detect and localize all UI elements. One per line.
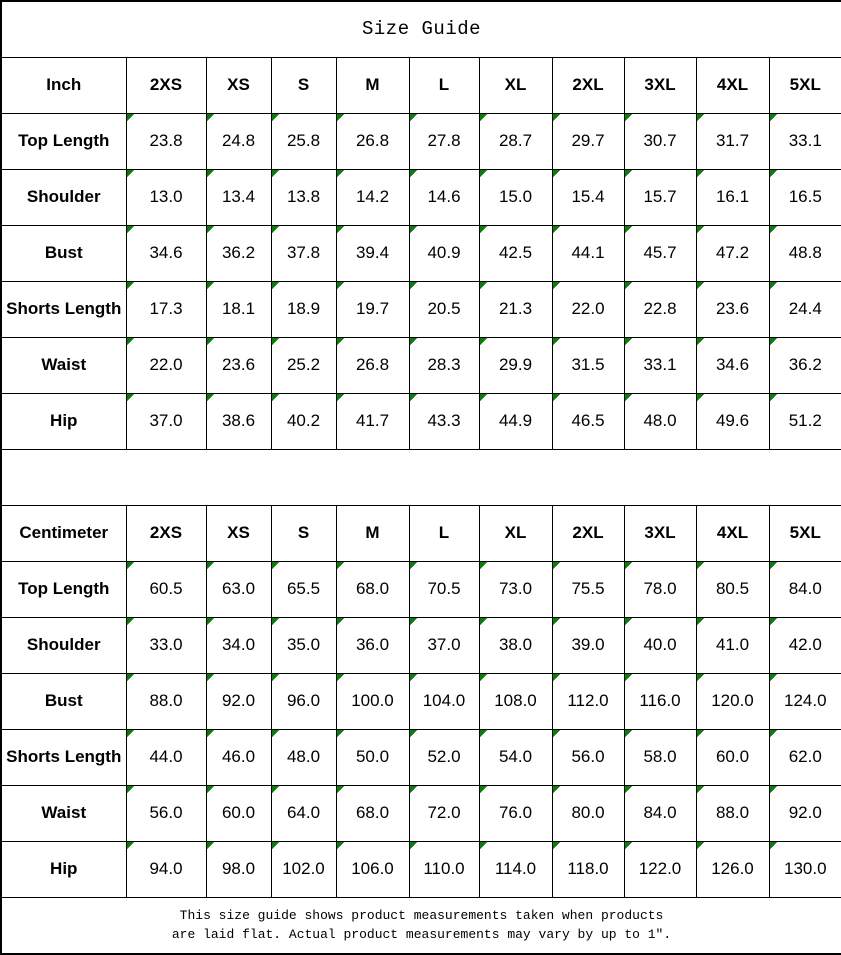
measurement-value: 52.0 <box>409 729 479 785</box>
measurement-value: 68.0 <box>336 785 409 841</box>
measurement-value: 37.8 <box>271 225 336 281</box>
measurement-value: 36.2 <box>769 337 841 393</box>
measurement-value: 75.5 <box>552 561 624 617</box>
measurement-value: 50.0 <box>336 729 409 785</box>
measurement-value: 70.5 <box>409 561 479 617</box>
measurement-value: 44.1 <box>552 225 624 281</box>
measurement-label: Top Length <box>1 561 126 617</box>
measurement-value: 46.5 <box>552 393 624 449</box>
measurement-row <box>1 617 841 673</box>
measurement-value: 64.0 <box>271 785 336 841</box>
measurement-value: 33.1 <box>624 337 696 393</box>
size-guide-table-body <box>1 1 841 954</box>
measurement-label: Shoulder <box>1 169 126 225</box>
measurement-label: Hip <box>1 393 126 449</box>
measurement-value: 25.8 <box>271 113 336 169</box>
measurement-value: 14.2 <box>336 169 409 225</box>
measurement-value: 56.0 <box>552 729 624 785</box>
measurement-value: 41.0 <box>696 617 769 673</box>
measurement-value: 22.0 <box>126 337 206 393</box>
measurement-value: 19.7 <box>336 281 409 337</box>
measurement-value: 40.0 <box>624 617 696 673</box>
size-column-header: 3XL <box>624 57 696 113</box>
measurement-value: 22.8 <box>624 281 696 337</box>
measurement-value: 80.0 <box>552 785 624 841</box>
measurement-value: 23.6 <box>206 337 271 393</box>
size-column-header: XL <box>479 505 552 561</box>
measurement-value: 44.0 <box>126 729 206 785</box>
measurement-row <box>1 673 841 729</box>
measurement-value: 54.0 <box>479 729 552 785</box>
measurement-value: 44.9 <box>479 393 552 449</box>
measurement-row <box>1 841 841 897</box>
measurement-value: 34.6 <box>696 337 769 393</box>
size-guide-title: Size Guide <box>1 1 841 57</box>
measurement-value: 92.0 <box>206 673 271 729</box>
measurement-value: 63.0 <box>206 561 271 617</box>
measurement-value: 36.0 <box>336 617 409 673</box>
spacer-cell <box>1 449 841 505</box>
size-column-header: 2XL <box>552 57 624 113</box>
measurement-value: 40.2 <box>271 393 336 449</box>
measurement-value: 31.5 <box>552 337 624 393</box>
measurement-value: 45.7 <box>624 225 696 281</box>
size-column-header: 4XL <box>696 57 769 113</box>
measurement-value: 65.5 <box>271 561 336 617</box>
measurement-value: 13.8 <box>271 169 336 225</box>
measurement-value: 20.5 <box>409 281 479 337</box>
measurement-value: 18.9 <box>271 281 336 337</box>
size-column-header: XS <box>206 505 271 561</box>
measurement-value: 88.0 <box>126 673 206 729</box>
measurement-value: 51.2 <box>769 393 841 449</box>
measurement-value: 21.3 <box>479 281 552 337</box>
measurement-row <box>1 729 841 785</box>
measurement-label: Waist <box>1 337 126 393</box>
measurement-value: 49.6 <box>696 393 769 449</box>
measurement-value: 116.0 <box>624 673 696 729</box>
measurement-value: 24.4 <box>769 281 841 337</box>
measurement-value: 15.4 <box>552 169 624 225</box>
size-column-header: XS <box>206 57 271 113</box>
measurement-row <box>1 169 841 225</box>
measurement-value: 98.0 <box>206 841 271 897</box>
measurement-value: 35.0 <box>271 617 336 673</box>
measurement-value: 120.0 <box>696 673 769 729</box>
measurement-value: 124.0 <box>769 673 841 729</box>
measurement-value: 72.0 <box>409 785 479 841</box>
size-column-header: 5XL <box>769 505 841 561</box>
measurement-value: 130.0 <box>769 841 841 897</box>
measurement-value: 106.0 <box>336 841 409 897</box>
measurement-row <box>1 785 841 841</box>
measurement-value: 17.3 <box>126 281 206 337</box>
measurement-label: Bust <box>1 673 126 729</box>
measurement-row <box>1 281 841 337</box>
measurement-value: 84.0 <box>624 785 696 841</box>
footer-note <box>1 897 841 954</box>
size-column-header: XL <box>479 57 552 113</box>
measurement-value: 94.0 <box>126 841 206 897</box>
measurement-value: 43.3 <box>409 393 479 449</box>
measurement-value: 112.0 <box>552 673 624 729</box>
measurement-value: 38.0 <box>479 617 552 673</box>
measurement-value: 41.7 <box>336 393 409 449</box>
measurement-value: 78.0 <box>624 561 696 617</box>
measurement-value: 47.2 <box>696 225 769 281</box>
measurement-value: 23.6 <box>696 281 769 337</box>
measurement-value: 48.8 <box>769 225 841 281</box>
measurement-value: 60.0 <box>696 729 769 785</box>
measurement-value: 96.0 <box>271 673 336 729</box>
measurement-value: 29.7 <box>552 113 624 169</box>
measurement-value: 42.0 <box>769 617 841 673</box>
measurement-value: 84.0 <box>769 561 841 617</box>
measurement-value: 40.9 <box>409 225 479 281</box>
measurement-label: Shorts Length <box>1 281 126 337</box>
footer-row <box>1 897 841 954</box>
size-column-header: S <box>271 57 336 113</box>
measurement-value: 33.1 <box>769 113 841 169</box>
measurement-value: 42.5 <box>479 225 552 281</box>
measurement-value: 15.0 <box>479 169 552 225</box>
measurement-value: 48.0 <box>271 729 336 785</box>
measurement-value: 37.0 <box>126 393 206 449</box>
measurement-value: 46.0 <box>206 729 271 785</box>
unit-label: Centimeter <box>1 505 126 561</box>
measurement-value: 114.0 <box>479 841 552 897</box>
size-column-header: 2XL <box>552 505 624 561</box>
measurement-row <box>1 113 841 169</box>
measurement-value: 16.5 <box>769 169 841 225</box>
measurement-label: Top Length <box>1 113 126 169</box>
size-column-header: 2XS <box>126 505 206 561</box>
measurement-label: Hip <box>1 841 126 897</box>
measurement-value: 104.0 <box>409 673 479 729</box>
measurement-row <box>1 393 841 449</box>
measurement-value: 26.8 <box>336 337 409 393</box>
measurement-value: 23.8 <box>126 113 206 169</box>
measurement-value: 29.9 <box>479 337 552 393</box>
measurement-value: 110.0 <box>409 841 479 897</box>
measurement-value: 25.2 <box>271 337 336 393</box>
measurement-value: 26.8 <box>336 113 409 169</box>
size-column-header: M <box>336 505 409 561</box>
measurement-label: Bust <box>1 225 126 281</box>
measurement-value: 56.0 <box>126 785 206 841</box>
measurement-value: 92.0 <box>769 785 841 841</box>
measurement-value: 80.5 <box>696 561 769 617</box>
title-row <box>1 1 841 57</box>
measurement-value: 34.0 <box>206 617 271 673</box>
size-column-header: L <box>409 57 479 113</box>
measurement-value: 14.6 <box>409 169 479 225</box>
measurement-value: 31.7 <box>696 113 769 169</box>
unit-header-row <box>1 505 841 561</box>
measurement-value: 15.7 <box>624 169 696 225</box>
footer-note-line-1: This size guide shows product measurements taken when products <box>179 908 664 924</box>
measurement-label: Waist <box>1 785 126 841</box>
measurement-label: Shoulder <box>1 617 126 673</box>
measurement-value: 73.0 <box>479 561 552 617</box>
size-column-header: 2XS <box>126 57 206 113</box>
measurement-value: 68.0 <box>336 561 409 617</box>
measurement-row <box>1 561 841 617</box>
measurement-value: 38.6 <box>206 393 271 449</box>
size-column-header: 3XL <box>624 505 696 561</box>
unit-label: Inch <box>1 57 126 113</box>
measurement-value: 118.0 <box>552 841 624 897</box>
size-column-header: 5XL <box>769 57 841 113</box>
measurement-value: 62.0 <box>769 729 841 785</box>
measurement-value: 16.1 <box>696 169 769 225</box>
measurement-row <box>1 337 841 393</box>
measurement-value: 60.5 <box>126 561 206 617</box>
measurement-value: 30.7 <box>624 113 696 169</box>
measurement-value: 60.0 <box>206 785 271 841</box>
measurement-value: 48.0 <box>624 393 696 449</box>
spacer-row <box>1 449 841 505</box>
measurement-value: 24.8 <box>206 113 271 169</box>
size-column-header: M <box>336 57 409 113</box>
measurement-value: 13.0 <box>126 169 206 225</box>
measurement-value: 22.0 <box>552 281 624 337</box>
size-column-header: L <box>409 505 479 561</box>
unit-header-row <box>1 57 841 113</box>
measurement-value: 36.2 <box>206 225 271 281</box>
measurement-value: 100.0 <box>336 673 409 729</box>
measurement-value: 33.0 <box>126 617 206 673</box>
measurement-value: 122.0 <box>624 841 696 897</box>
measurement-value: 28.3 <box>409 337 479 393</box>
size-column-header: S <box>271 505 336 561</box>
measurement-value: 108.0 <box>479 673 552 729</box>
measurement-value: 88.0 <box>696 785 769 841</box>
measurement-row <box>1 225 841 281</box>
measurement-value: 102.0 <box>271 841 336 897</box>
measurement-value: 58.0 <box>624 729 696 785</box>
size-column-header: 4XL <box>696 505 769 561</box>
measurement-value: 34.6 <box>126 225 206 281</box>
measurement-value: 18.1 <box>206 281 271 337</box>
measurement-value: 39.0 <box>552 617 624 673</box>
measurement-value: 13.4 <box>206 169 271 225</box>
measurement-value: 76.0 <box>479 785 552 841</box>
measurement-value: 28.7 <box>479 113 552 169</box>
footer-note-line-2: are laid flat. Actual product measurements may vary by up to 1″. <box>171 927 672 943</box>
measurement-value: 126.0 <box>696 841 769 897</box>
measurement-value: 27.8 <box>409 113 479 169</box>
measurement-label: Shorts Length <box>1 729 126 785</box>
measurement-value: 39.4 <box>336 225 409 281</box>
measurement-value: 37.0 <box>409 617 479 673</box>
